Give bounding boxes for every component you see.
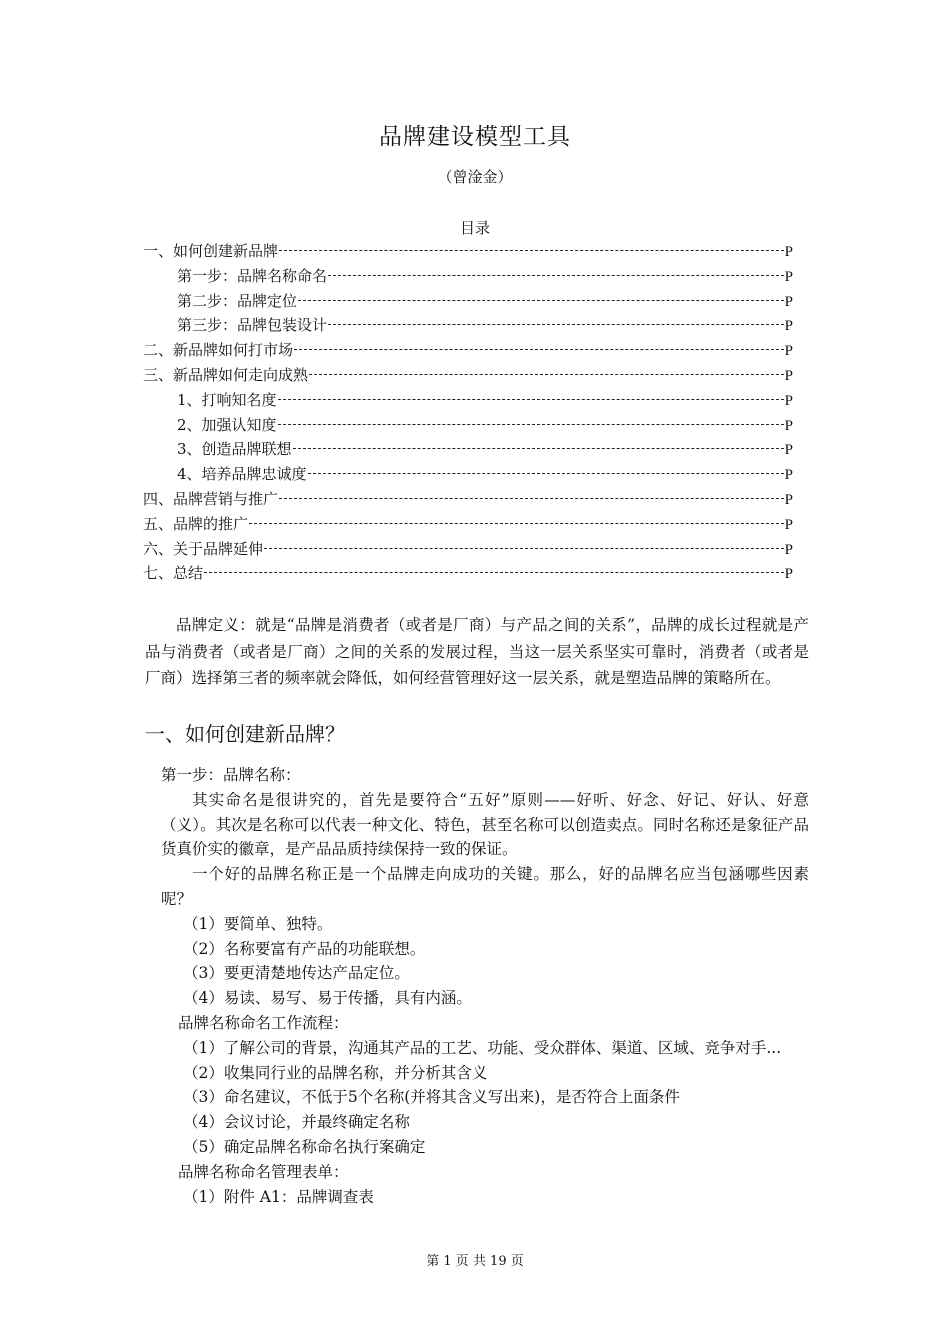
toc-entry[interactable]	[143, 290, 793, 315]
toc-leader	[309, 364, 784, 375]
toc-entry[interactable]	[143, 240, 793, 265]
toc-entry-page: P	[784, 392, 793, 409]
toc-entry[interactable]	[143, 389, 793, 414]
toc-entry-label: 3、创造品牌联想	[177, 440, 292, 459]
brand-definition-paragraph: 品牌定义：就是“品牌是消费者（或者是厂商）与产品之间的关系”，品牌的成长过程就是产品与消费者（或者是厂商）之间的关系的发展过程，当这一层关系坚实可靠时，消费者（或者是厂商）选择第三者的频率就会降低，如何经营管理好这一层关系，就是塑造品牌的策略所在。	[145, 616, 809, 687]
toc-entry[interactable]	[143, 513, 793, 538]
list-item: （5）确定品牌名称命名执行案确定	[183, 1137, 426, 1156]
toc-leader	[264, 538, 784, 549]
toc-leader	[278, 389, 784, 400]
toc-entry-page: P	[784, 467, 793, 484]
step-label: 第一步：品牌名称：	[161, 766, 301, 784]
toc-entry-page: P	[784, 442, 793, 459]
toc-entry-label: 2、加强认知度	[177, 415, 277, 434]
workflow-label: 品牌名称命名工作流程：	[178, 1013, 349, 1032]
forms-label: 品牌名称命名管理表单：	[178, 1162, 349, 1181]
list-item: （2）名称要富有产品的功能联想。	[183, 939, 426, 958]
toc-entry-page: P	[784, 343, 793, 360]
toc-heading: 目录	[459, 219, 490, 237]
toc-entry[interactable]	[143, 438, 793, 463]
toc-entry-label: 第一步：品牌名称命名	[177, 266, 328, 285]
toc-leader	[328, 265, 784, 276]
toc-entry-label: 4、培养品牌忠诚度	[177, 465, 307, 484]
toc-entry-label: 三、新品牌如何走向成熟	[143, 365, 309, 384]
list-item: （1）附件 A1：品牌调查表	[183, 1187, 374, 1206]
document-title: 品牌建设模型工具	[379, 124, 571, 150]
toc-leader	[278, 414, 784, 425]
paragraph: 一个好的品牌名称正是一个品牌走向成功的关键。那么，好的品牌名应当包涵哪些因素呢？	[161, 865, 809, 908]
toc-entry-page: P	[784, 516, 793, 533]
toc-entry[interactable]	[143, 488, 793, 513]
toc-entry-page: P	[784, 541, 793, 558]
paragraph: 其实命名是很讲究的，首先是要符合“五好”原则——好听、好念、好记、好认、好意（义）。其次是名称可以代表一种文化、特色，甚至名称可以创造卖点。同时名称还是象征产品货真价实的徽章，是产品品质持续保持一致的保证。	[161, 790, 809, 859]
toc-entry-label: 一、如何创建新品牌	[143, 242, 279, 260]
list-item: （3）命名建议，不低于5个名称(并将其含义写出来)，是否符合上面条件	[183, 1088, 680, 1107]
toc-entry-label: 五、品牌的推广	[143, 514, 249, 533]
toc-entry-page: P	[784, 268, 793, 285]
toc-entry-page: P	[784, 417, 793, 434]
toc-entry-label: 六、关于品牌延伸	[143, 539, 264, 558]
toc-entry[interactable]	[143, 562, 793, 587]
toc-leader	[293, 438, 784, 449]
toc-entry[interactable]	[143, 339, 793, 364]
list-item: （2）收集同行业的品牌名称，并分析其含义	[183, 1063, 488, 1082]
toc-entry-label: 1、打响知名度	[177, 390, 277, 409]
toc-entry[interactable]	[143, 314, 793, 339]
toc-leader	[279, 488, 784, 499]
toc-entry[interactable]	[143, 414, 793, 439]
toc-entry[interactable]	[143, 265, 793, 290]
toc-entry[interactable]	[143, 463, 793, 488]
section-content	[145, 763, 809, 1209]
list-item: （1）要简单、独特。	[183, 914, 333, 933]
list-item: （4）易读、易写、易于传播，具有内涵。	[183, 989, 472, 1008]
section-heading: 一、如何创建新品牌？	[145, 722, 345, 746]
list-item: （4）会议讨论，并最终确定名称	[183, 1113, 410, 1132]
toc-leader	[328, 314, 784, 325]
list-item: （1）了解公司的背景，沟通其产品的工艺、功能、受众群体、渠道、区域、竞争对手...	[183, 1038, 782, 1057]
toc-leader	[279, 240, 784, 251]
toc-entry-page: P	[784, 244, 793, 260]
toc-entry-label: 七、总结	[143, 564, 204, 583]
toc-entry-page: P	[784, 566, 793, 583]
table-of-contents	[143, 240, 793, 587]
toc-entry[interactable]	[143, 538, 793, 563]
toc-leader	[298, 290, 784, 301]
toc-entry-label: 第三步：品牌包装设计	[177, 316, 328, 335]
toc-leader	[204, 562, 784, 573]
document-author: （曾淦金）	[437, 168, 513, 186]
toc-entry-label: 第二步：品牌定位	[177, 291, 298, 310]
toc-entry-page: P	[784, 491, 793, 508]
toc-leader	[249, 513, 784, 524]
list-item: （3）要更清楚地传达产品定位。	[183, 964, 410, 983]
toc-entry-page: P	[784, 318, 793, 335]
toc-leader	[294, 339, 784, 350]
toc-entry[interactable]	[143, 364, 793, 389]
toc-leader	[308, 463, 784, 474]
toc-entry-page: P	[784, 367, 793, 384]
toc-entry-page: P	[784, 293, 793, 310]
page-footer: 第 1 页 共 19 页	[426, 1254, 524, 1269]
toc-entry-label: 二、新品牌如何打市场	[143, 341, 294, 360]
toc-entry-label: 四、品牌营销与推广	[143, 489, 279, 508]
